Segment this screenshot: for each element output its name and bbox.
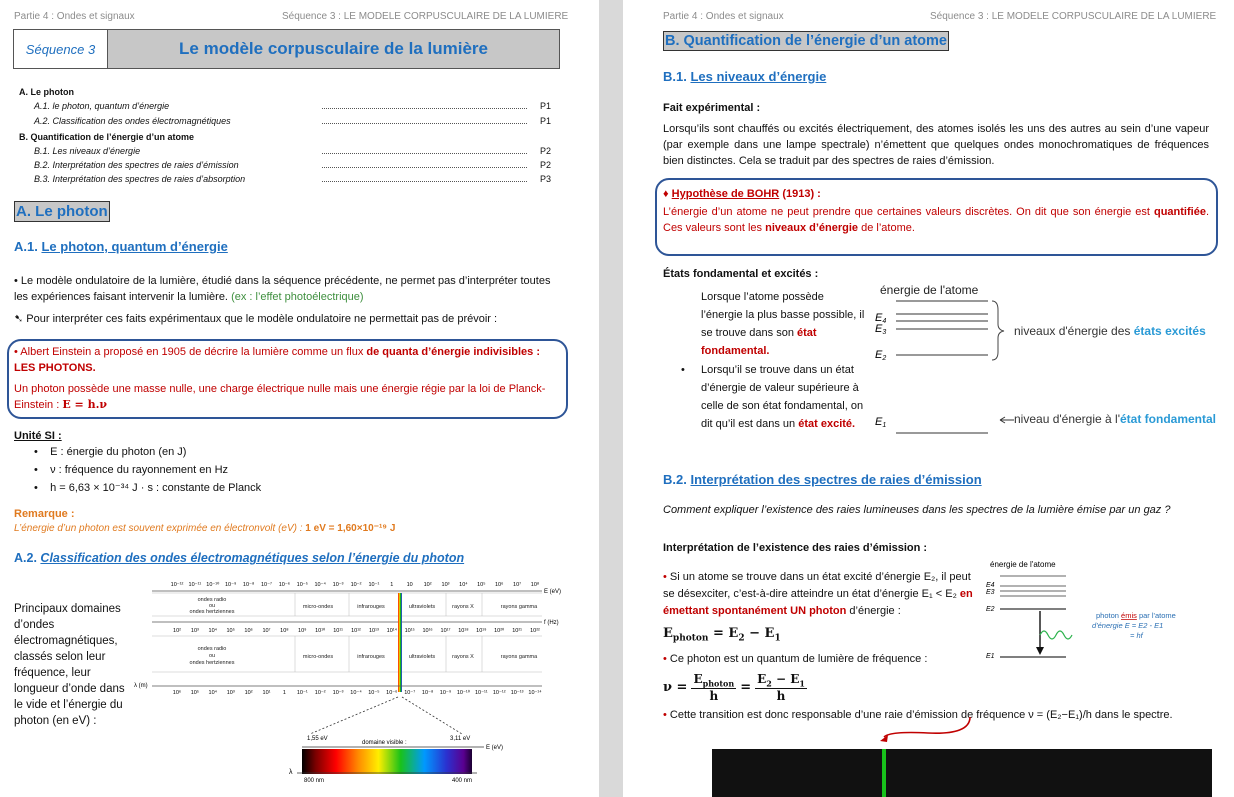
bohr-title: Hypothèse de BOHR bbox=[671, 188, 780, 200]
svg-text:ondes radio: ondes radio bbox=[197, 646, 227, 652]
energy-tick-label: 10⁷ bbox=[513, 582, 522, 588]
left-page bbox=[0, 0, 599, 797]
planck-formula: E = h.ν bbox=[62, 398, 108, 411]
wavelength-tick-label: 10⁶ bbox=[172, 690, 182, 696]
diagram-title: énergie de l'atome bbox=[880, 283, 979, 297]
energy-tick-label: 10⁻¹⁰ bbox=[206, 582, 220, 588]
energy-tick-label: 10 bbox=[406, 582, 413, 588]
lambda-small-label: λ bbox=[289, 769, 293, 776]
energy-tick-label: 10⁻⁹ bbox=[225, 582, 237, 588]
wavelength-tick-label: 10⁴ bbox=[208, 690, 218, 696]
frequency-tick-label: 10¹³ bbox=[369, 628, 379, 634]
energy-levels-diagram bbox=[868, 280, 1233, 440]
energy-tick-label: 10⁶ bbox=[495, 582, 504, 588]
energy-tick-label: 10⁻³ bbox=[332, 582, 344, 588]
svg-text:ondes hertziennes: ondes hertziennes bbox=[189, 660, 235, 666]
frequency-tick-label: 10⁶ bbox=[244, 628, 253, 634]
wavelength-tick-label: 10¹ bbox=[262, 690, 271, 696]
wavelength-tick-label: 10⁻¹¹ bbox=[474, 690, 488, 696]
emission-diagram bbox=[980, 555, 1230, 673]
frequency-tick-label: 10² bbox=[173, 628, 181, 634]
bohr-year: (1913) : bbox=[782, 188, 821, 200]
svg-text:E4: E4 bbox=[986, 582, 995, 589]
toc-entry-a2[interactable]: A.2. Classification des ondes électromagnétiques bbox=[34, 116, 231, 126]
frequency-tick-label: 10¹⁷ bbox=[440, 628, 451, 634]
interp-point-1: • Si un atome se trouve dans un état excité d’énergie E₂, il peut se désexciter, c’est-à-dire atteindre un état d’énergie E₁ < E₂ en émettant spontanément UN photon d’énergie : bbox=[663, 571, 973, 617]
fait-title: Fait expérimental : bbox=[663, 102, 761, 114]
frequency-tick-label: 10³ bbox=[190, 628, 199, 634]
planck-line: Un photon possède une masse nulle, une charge électrique nulle mais une énergie régie par la loi de Planck-Einstein : bbox=[14, 383, 546, 411]
toc-page-b3: P3 bbox=[540, 174, 552, 184]
frequency-tick-label: 10⁴ bbox=[208, 628, 218, 634]
energy-unit: E (eV) bbox=[544, 589, 562, 595]
toc-entry-b3[interactable]: B.3. Interprétation des spectres de raies d’absorption bbox=[34, 174, 246, 184]
unit-item: • E : énergie du photon (en J) bbox=[34, 446, 187, 458]
wavelength-tick-label: 10⁻¹³ bbox=[510, 690, 524, 696]
b1-number: B.1. bbox=[663, 69, 687, 84]
level-e3: E3 bbox=[875, 323, 887, 336]
unit-item: • h = 6,63 × 10⁻³⁴ J · s : constante de Planck bbox=[34, 482, 262, 494]
energy-tick-label: 10² bbox=[423, 582, 432, 588]
frequency-tick-label: 10⁹ bbox=[298, 628, 307, 634]
a1-heading bbox=[14, 239, 228, 254]
wavelength-tick-label: 10⁻⁷ bbox=[404, 690, 416, 696]
question-text: Comment expliquer l’existence des raies lumineuses dans les spectres de la lumière émise par un gaz ? bbox=[663, 504, 1171, 516]
domain-ir: infrarouges bbox=[357, 604, 385, 610]
toc-entry-b1[interactable]: B.1. Les niveaux d’énergie bbox=[34, 146, 141, 156]
energy-tick-label: 10⁻¹¹ bbox=[188, 582, 202, 588]
right-page bbox=[623, 0, 1234, 797]
photon-label: photon émis par l'atome bbox=[1096, 611, 1176, 620]
wavelength-tick-label: 10² bbox=[244, 690, 253, 696]
frequency-tick-label: 10⁷ bbox=[262, 628, 271, 634]
wavelength-tick-label: 10⁻⁸ bbox=[421, 690, 434, 696]
wavelength-tick-label: 1 bbox=[282, 690, 286, 696]
energy-tick-label: 10⁻⁵ bbox=[296, 582, 308, 588]
bohr-text: L’énergie d’un atome ne peut prendre que certaines valeurs discrètes. On dit que son énergie est quantifiée. Ces valeurs sont les niveaux d’énergie de l’atome. bbox=[663, 206, 1209, 234]
domain-micro: micro-ondes bbox=[302, 604, 334, 610]
domain-row-1 bbox=[152, 593, 542, 616]
toc-entry-a1[interactable]: A.1. le photon, quantum d’énergie bbox=[34, 101, 170, 111]
wavelength-tick-label: 10⁻⁵ bbox=[368, 690, 380, 696]
header-right-right-page: Séquence 3 : LE MODELE CORPUSCULAIRE DE LA LUMIERE bbox=[930, 11, 1217, 22]
wavelength-tick-label: 10⁻² bbox=[314, 690, 326, 696]
lambda-unit: λ (m) bbox=[134, 683, 148, 689]
wavelength-tick-label: 10⁻¹ bbox=[296, 690, 308, 696]
visible-rainbow bbox=[302, 749, 472, 774]
energy-tick-label: 10⁻⁷ bbox=[260, 582, 273, 588]
curved-arrow-icon bbox=[878, 715, 978, 745]
emission-line bbox=[882, 749, 886, 797]
a2-number: A.2. bbox=[14, 551, 37, 565]
interp-point-2: • Ce photon est un quantum de lumière de fréquence : bbox=[663, 653, 928, 665]
energy-tick-label: 10⁴ bbox=[459, 582, 468, 588]
b2-title: Interprétation des spectres de raies d’émission bbox=[690, 472, 982, 487]
energy-axis bbox=[171, 581, 540, 588]
photon-wave-icon bbox=[1040, 631, 1072, 639]
svg-text:rayons X: rayons X bbox=[452, 654, 474, 660]
mini-diagram-title: énergie de l'atome bbox=[990, 560, 1056, 569]
frequency-tick-label: 10²² bbox=[530, 628, 540, 634]
wavelength-tick-label: 10⁻⁴ bbox=[350, 690, 362, 696]
energy-tick-label: 10⁵ bbox=[477, 582, 486, 588]
energy-tick-label: 10⁻¹ bbox=[368, 582, 380, 588]
frequency-tick-label: 10⁸ bbox=[280, 628, 289, 634]
intro-paragraph-2: ➷ Pour interpréter ces faits expérimentaux que le modèle ondulatoire ne permettait pas de prévoir : bbox=[14, 313, 498, 325]
domain-gamma: rayons gamma bbox=[500, 604, 538, 610]
frequency-tick-label: 10¹⁵ bbox=[404, 628, 415, 634]
a2-title: Classification des ondes électromagnétiques selon l’énergie du photon bbox=[40, 551, 465, 565]
header-left: Partie 4 : Ondes et signaux bbox=[14, 11, 135, 22]
b2-number: B.2. bbox=[663, 472, 687, 487]
einstein-line1-bold: de quanta d’énergie indivisibles : LES PHOTONS. bbox=[14, 346, 540, 374]
remark-bold: 1 eV = 1,60×10⁻¹⁹ J bbox=[305, 523, 396, 534]
sequence-label: Séquence 3 bbox=[14, 30, 108, 68]
fait-text: Lorsqu’ils sont chauffés ou excités électriquement, des atomes isolés les uns des autres au sein d’une vapeur (par exemple dans une lampe spectrale) n’émettent que quelques ondes monochromatiques de fréquences bien distinctes. Cela se traduit par des spectres de raies d’émission. bbox=[663, 123, 1209, 167]
energy-tick-label: 10⁻² bbox=[350, 582, 362, 588]
header-right: Séquence 3 : LE MODELE CORPUSCULAIRE DE LA LUMIERE bbox=[282, 11, 569, 22]
visible-label: domaine visible : bbox=[362, 740, 407, 746]
frequency-tick-label: 10¹⁰ bbox=[315, 628, 326, 634]
frequency-unit: f (Hz) bbox=[544, 620, 559, 626]
b1-title: Les niveaux d’énergie bbox=[690, 69, 827, 84]
svg-text:ondes hertziennes: ondes hertziennes bbox=[189, 609, 235, 615]
level-e4: E4 bbox=[875, 312, 887, 325]
visible-right-energy: 3,11 eV bbox=[450, 736, 471, 742]
energy-tick-label: 10⁻⁴ bbox=[314, 582, 326, 588]
equation-frequency: ν = $E_{photon}$ h = $\frac{E_2 - E_1}{h}$ bbox=[663, 672, 805, 704]
section-a-heading: A. Le photon bbox=[16, 203, 108, 220]
units-title: Unité SI : bbox=[14, 430, 62, 442]
wavelength-tick-label: 10⁻¹⁴ bbox=[528, 690, 542, 696]
remark-text: L’énergie d’un photon est souvent exprimée en électronvolt (eV) : 1 eV = 1,60×10⁻¹⁹ J bbox=[14, 523, 396, 534]
nm-right: 400 nm bbox=[452, 778, 473, 784]
svg-text:E3: E3 bbox=[986, 589, 995, 596]
domain-x: rayons X bbox=[452, 604, 474, 610]
toc-entry-a[interactable]: A. Le photon bbox=[19, 87, 74, 97]
title-block bbox=[13, 29, 560, 69]
frequency-tick-label: 10²⁰ bbox=[494, 628, 505, 634]
domain-row-2 bbox=[152, 636, 542, 672]
etat-excite-text: • Lorsqu’il se trouve dans un état d’énergie de valeur supérieure à celle de son état fondamental, on dit qu’il est dans un état excité. bbox=[681, 364, 864, 430]
svg-text:= hf: = hf bbox=[1130, 631, 1143, 640]
frequency-tick-label: 10¹⁸ bbox=[458, 628, 469, 634]
intro-example: (ex : l’effet photoélectrique) bbox=[231, 291, 364, 303]
toc-page-a1: P1 bbox=[540, 101, 552, 111]
wavelength-axis bbox=[173, 689, 542, 696]
toc-entry-b[interactable]: B. Quantification de l’énergie d’un atome bbox=[19, 132, 195, 142]
a1-title: Le photon, quantum d’énergie bbox=[41, 239, 228, 254]
wavelength-tick-label: 10⁻⁹ bbox=[439, 690, 452, 696]
domain-radio-1: ondes radio bbox=[197, 597, 227, 603]
header-left-right-page: Partie 4 : Ondes et signaux bbox=[663, 11, 784, 22]
visible-strip bbox=[398, 593, 402, 692]
b1-heading bbox=[663, 69, 826, 84]
interp-point-3: • Cette transition est donc responsable d’une raie d’émission de fréquence ν = (E₂−E₁)/h dans le spectre. bbox=[663, 709, 1173, 721]
frequency-tick-label: 10²¹ bbox=[512, 628, 522, 634]
remark-title: Remarque : bbox=[14, 508, 75, 520]
section-b-heading: B. Quantification de l’énergie d’un atome bbox=[665, 33, 947, 49]
domain-uv: ultraviolets bbox=[408, 604, 436, 610]
intro-paragraph bbox=[14, 273, 562, 305]
toc-page-b1: P2 bbox=[540, 146, 552, 156]
unit-item: • ν : fréquence du rayonnement en Hz bbox=[34, 464, 229, 476]
bohr-heading: ♦ Hypothèse de BOHR (1913) : bbox=[663, 188, 821, 200]
page-title: Le modèle corpusculaire de la lumière bbox=[108, 30, 559, 68]
ground-label: niveau d'énergie à l'état fondamental bbox=[1014, 412, 1217, 426]
wavelength-tick-label: 10⁻⁶ bbox=[386, 690, 398, 696]
toc-entry-b2[interactable]: B.2. Interprétation des spectres de raies d’émission bbox=[34, 160, 239, 170]
svg-text:ou: ou bbox=[208, 653, 216, 659]
svg-text:ultraviolets: ultraviolets bbox=[408, 654, 436, 660]
frequency-tick-label: 10¹⁴ bbox=[386, 628, 397, 634]
toc-page-a2: P1 bbox=[540, 116, 552, 126]
intro-text: • Le modèle ondulatoire de la lumière, étudié dans la séquence précédente, ne permet pas d’interpréter toutes les expériences faisant intervenir la lumière. bbox=[14, 275, 551, 303]
svg-text:d'énergie E = E2 - E1: d'énergie E = E2 - E1 bbox=[1092, 621, 1164, 630]
planck-text bbox=[14, 381, 560, 413]
visible-energy-unit: E (eV) bbox=[486, 745, 504, 751]
level-e2: E2 bbox=[875, 349, 887, 362]
a1-number: A.1. bbox=[14, 239, 38, 254]
interp-title: Interprétation de l’existence des raies d’émission : bbox=[663, 542, 928, 554]
excited-label: niveaux d'énergie des états excités bbox=[1014, 324, 1206, 338]
level-e1: E1 bbox=[875, 416, 887, 429]
wavelength-tick-label: 10⁻³ bbox=[332, 690, 344, 696]
etat-fondamental-text: Lorsque l’atome possède l’énergie la plus basse possible, il se trouve dans son état fondamental. bbox=[701, 291, 865, 357]
etats-title: États fondamental et excités : bbox=[663, 268, 819, 280]
energy-tick-label: 10⁻⁶ bbox=[278, 582, 291, 588]
frequency-axis bbox=[173, 627, 540, 634]
equation-photon-energy: $E_{photon} = E_2 - E_1$ bbox=[663, 626, 781, 644]
svg-text:infrarouges: infrarouges bbox=[357, 654, 385, 660]
svg-text:ou: ou bbox=[208, 603, 216, 609]
wavelength-tick-label: 10⁻¹² bbox=[492, 690, 506, 696]
frequency-tick-label: 10¹² bbox=[351, 628, 361, 634]
a2-heading bbox=[14, 551, 464, 565]
energy-tick-label: 10³ bbox=[441, 582, 450, 588]
einstein-line1: • Albert Einstein a proposé en 1905 de décrire la lumière comme un flux bbox=[14, 346, 367, 358]
wavelength-tick-label: 10⁻¹⁰ bbox=[456, 690, 470, 696]
excited-brace bbox=[992, 301, 1004, 360]
einstein-text bbox=[14, 344, 560, 376]
em-spectrum-diagram bbox=[132, 574, 562, 790]
svg-text:E2: E2 bbox=[986, 606, 995, 613]
svg-text:E1: E1 bbox=[986, 653, 995, 660]
units-list bbox=[34, 444, 261, 496]
frequency-tick-label: 10¹¹ bbox=[333, 628, 343, 634]
frequency-tick-label: 10⁵ bbox=[226, 628, 235, 634]
energy-tick-label: 10⁻⁸ bbox=[242, 582, 255, 588]
svg-text:micro-ondes: micro-ondes bbox=[302, 654, 334, 660]
emission-spectrum bbox=[712, 749, 1212, 797]
energy-tick-label: 10⁻¹² bbox=[170, 582, 184, 588]
frequency-tick-label: 10¹⁹ bbox=[476, 628, 487, 634]
frequency-tick-label: 10¹⁶ bbox=[422, 628, 433, 634]
svg-text:rayons gamma: rayons gamma bbox=[500, 654, 538, 660]
toc-page-b2: P2 bbox=[540, 160, 552, 170]
wavelength-tick-label: 10³ bbox=[226, 690, 235, 696]
b2-heading bbox=[663, 472, 982, 487]
energy-tick-label: 1 bbox=[390, 582, 394, 588]
wavelength-tick-label: 10⁵ bbox=[190, 690, 200, 696]
table-of-contents bbox=[19, 87, 559, 187]
visible-left-energy: 1,55 eV bbox=[307, 736, 328, 742]
nm-left: 800 nm bbox=[304, 778, 325, 784]
energy-tick-label: 10⁸ bbox=[530, 582, 540, 588]
spectrum-caption: Principaux domaines d’ondes électromagnétiques, classés selon leur fréquence, leur longueur d’onde dans le vide et l’énergie du photon (en eV) : bbox=[14, 603, 125, 727]
